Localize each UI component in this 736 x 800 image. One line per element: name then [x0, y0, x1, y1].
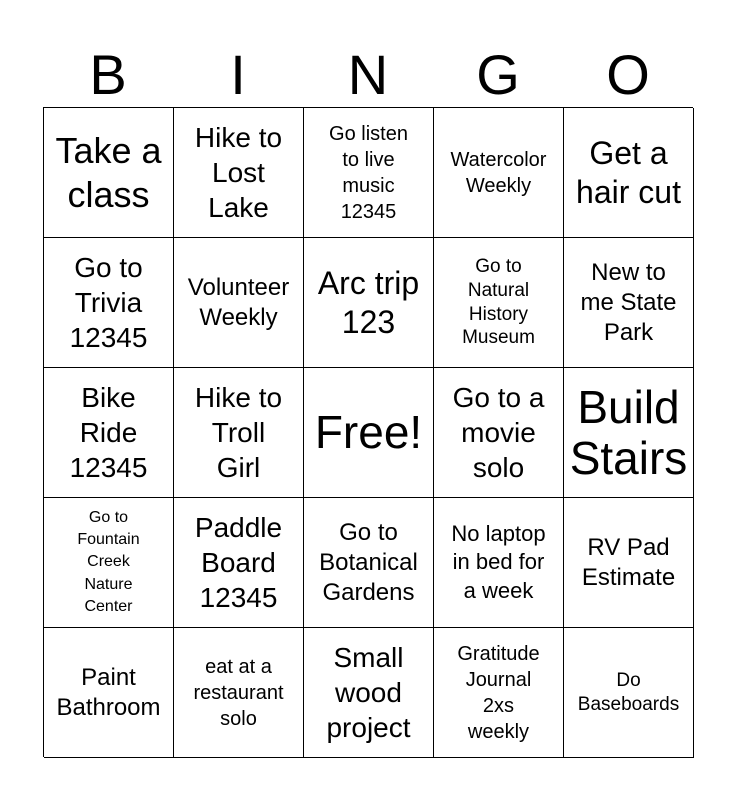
header-letter-i: I — [230, 43, 246, 106]
bingo-cell[interactable]: Do Baseboards — [564, 628, 694, 758]
bingo-cell[interactable]: Bike Ride 12345 — [44, 368, 174, 498]
bingo-cell[interactable]: Get a hair cut — [564, 108, 694, 238]
bingo-cell[interactable]: Go listen to live music 12345 — [304, 108, 434, 238]
bingo-cell[interactable]: Paint Bathroom — [44, 628, 174, 758]
bingo-cell[interactable]: Go to Natural History Museum — [434, 238, 564, 368]
bingo-cell[interactable]: Build Stairs — [564, 368, 694, 498]
bingo-cell[interactable]: Paddle Board 12345 — [174, 498, 304, 628]
bingo-cell[interactable]: No laptop in bed for a week — [434, 498, 564, 628]
bingo-cell[interactable]: Hike to Troll Girl — [174, 368, 304, 498]
bingo-board — [43, 107, 693, 757]
header-letter-b: B — [89, 43, 127, 106]
bingo-cell[interactable]: Go to a movie solo — [434, 368, 564, 498]
header-letter-o: O — [606, 43, 650, 106]
header-letter-n: N — [347, 43, 389, 106]
header-letter-g: G — [476, 43, 520, 106]
bingo-cell[interactable]: Hike to Lost Lake — [174, 108, 304, 238]
bingo-cell[interactable]: Go to Botanical Gardens — [304, 498, 434, 628]
bingo-cell[interactable]: New to me State Park — [564, 238, 694, 368]
bingo-cell[interactable]: Volunteer Weekly — [174, 238, 304, 368]
bingo-cell[interactable]: Gratitude Journal 2xs weekly — [434, 628, 564, 758]
bingo-cell[interactable]: Arc trip 123 — [304, 238, 434, 368]
bingo-cell[interactable]: Watercolor Weekly — [434, 108, 564, 238]
bingo-cell[interactable]: Small wood project — [304, 628, 434, 758]
bingo-cell[interactable]: RV Pad Estimate — [564, 498, 694, 628]
bingo-cell[interactable]: Go to Fountain Creek Nature Center — [44, 498, 174, 628]
bingo-cell[interactable]: Take a class — [44, 108, 174, 238]
free-space-cell[interactable]: Free! — [304, 368, 434, 498]
bingo-cell[interactable]: Go to Trivia 12345 — [44, 238, 174, 368]
bingo-cell[interactable]: eat at a restaurant solo — [174, 628, 304, 758]
bingo-header — [43, 42, 693, 108]
